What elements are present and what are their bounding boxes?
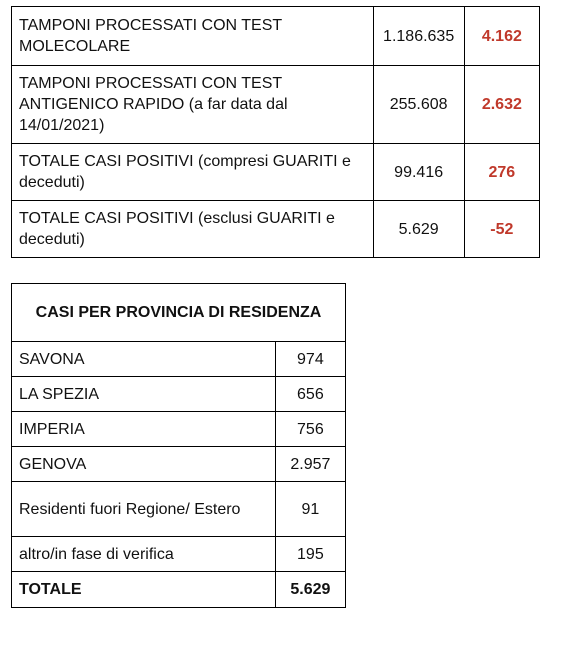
summary-table: [11, 6, 540, 258]
table-row: [12, 537, 346, 572]
province-table: [11, 283, 346, 608]
summary-delta: -52: [464, 201, 539, 258]
province-count: 195: [275, 537, 345, 572]
summary-delta: 276: [464, 144, 539, 201]
summary-value: 255.608: [373, 66, 464, 144]
summary-value: 1.186.635: [373, 7, 464, 66]
summary-delta: 4.162: [464, 7, 539, 66]
summary-label: TOTALE CASI POSITIVI (esclusi GUARITI e deceduti): [12, 201, 374, 258]
summary-value: 5.629: [373, 201, 464, 258]
summary-delta: 2.632: [464, 66, 539, 144]
table-row: [12, 144, 540, 201]
province-name: Residenti fuori Regione/ Estero: [12, 482, 276, 537]
province-name: altro/in fase di verifica: [12, 537, 276, 572]
summary-value: 99.416: [373, 144, 464, 201]
table-row: [12, 377, 346, 412]
province-count: 2.957: [275, 447, 345, 482]
summary-label: TAMPONI PROCESSATI CON TEST ANTIGENICO RAPIDO (a far data dal 14/01/2021): [12, 66, 374, 144]
province-table-title: CASI PER PROVINCIA DI RESIDENZA: [12, 284, 346, 342]
summary-label: TOTALE CASI POSITIVI (compresi GUARITI e deceduti): [12, 144, 374, 201]
table-row: [12, 447, 346, 482]
province-name: GENOVA: [12, 447, 276, 482]
table-header-row: [12, 284, 346, 342]
province-name: IMPERIA: [12, 412, 276, 447]
summary-label: TAMPONI PROCESSATI CON TEST MOLECOLARE: [12, 7, 374, 66]
province-name: SAVONA: [12, 342, 276, 377]
province-count: 656: [275, 377, 345, 412]
table-row: [12, 482, 346, 537]
table-row: [12, 201, 540, 258]
table-row: [12, 66, 540, 144]
table-row: [12, 342, 346, 377]
table-row: [12, 7, 540, 66]
province-name: LA SPEZIA: [12, 377, 276, 412]
total-count: 5.629: [275, 572, 345, 608]
province-count: 974: [275, 342, 345, 377]
total-label: TOTALE: [12, 572, 276, 608]
province-count: 756: [275, 412, 345, 447]
table-row: [12, 412, 346, 447]
province-count: 91: [275, 482, 345, 537]
total-row: [12, 572, 346, 608]
